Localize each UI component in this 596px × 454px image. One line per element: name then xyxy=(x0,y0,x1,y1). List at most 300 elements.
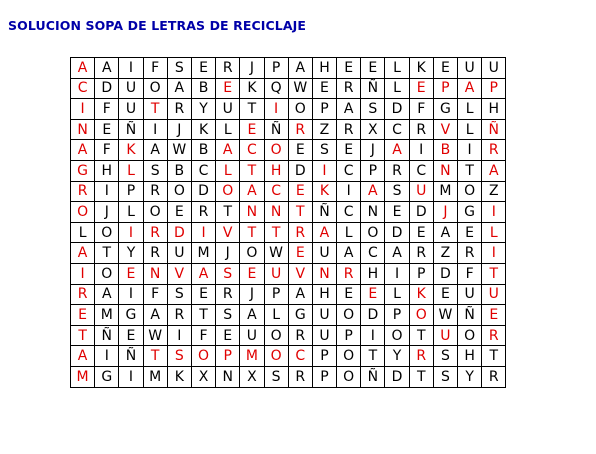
grid-cell: I xyxy=(191,222,215,243)
grid-cell: Ñ xyxy=(264,119,288,140)
grid-cell: I xyxy=(264,99,288,120)
grid-cell: O xyxy=(385,325,409,346)
grid-cell: A xyxy=(95,58,119,79)
grid-row xyxy=(71,366,506,387)
grid-cell: A xyxy=(240,305,264,326)
grid-cell: E xyxy=(167,202,191,223)
grid-row xyxy=(71,140,506,161)
grid-cell: P xyxy=(216,346,240,367)
grid-cell: O xyxy=(264,140,288,161)
grid-cell: T xyxy=(216,202,240,223)
grid-cell: A xyxy=(361,181,385,202)
grid-cell: I xyxy=(337,181,361,202)
grid-cell: E xyxy=(337,140,361,161)
grid-cell: L xyxy=(119,202,143,223)
grid-cell: B xyxy=(191,140,215,161)
grid-cell: T xyxy=(95,243,119,264)
grid-cell: D xyxy=(409,202,433,223)
grid-cell: S xyxy=(167,284,191,305)
grid-cell: E xyxy=(482,305,506,326)
grid-cell: P xyxy=(337,325,361,346)
grid-cell: X xyxy=(361,119,385,140)
grid-cell: P xyxy=(264,284,288,305)
grid-cell: R xyxy=(458,243,482,264)
grid-cell: Ñ xyxy=(312,202,336,223)
grid-cell: V xyxy=(288,263,312,284)
grid-cell: E xyxy=(361,58,385,79)
grid-cell: E xyxy=(361,284,385,305)
grid-cell: C xyxy=(385,119,409,140)
grid-cell: R xyxy=(409,119,433,140)
grid-cell: P xyxy=(385,305,409,326)
grid-cell: L xyxy=(385,284,409,305)
grid-cell: A xyxy=(385,243,409,264)
grid-cell: L xyxy=(216,160,240,181)
grid-cell: R xyxy=(71,181,95,202)
grid-cell: O xyxy=(458,181,482,202)
word-search-grid xyxy=(70,57,506,388)
grid-cell: O xyxy=(143,78,167,99)
grid-cell: E xyxy=(119,325,143,346)
grid-cell: R xyxy=(143,181,167,202)
grid-cell: H xyxy=(482,99,506,120)
grid-cell: A xyxy=(337,243,361,264)
page-title: SOLUCION SOPA DE LETRAS DE RECICLAJE xyxy=(8,18,307,33)
grid-row xyxy=(71,119,506,140)
grid-cell: I xyxy=(482,243,506,264)
grid-cell: N xyxy=(312,263,336,284)
grid-cell: T xyxy=(458,160,482,181)
grid-cell: I xyxy=(95,181,119,202)
grid-cell: T xyxy=(409,325,433,346)
grid-cell: A xyxy=(71,58,95,79)
grid-cell: I xyxy=(312,160,336,181)
grid-cell: I xyxy=(119,366,143,387)
grid-cell: C xyxy=(337,160,361,181)
grid-cell: L xyxy=(216,119,240,140)
grid-cell: I xyxy=(119,58,143,79)
grid-cell: E xyxy=(216,78,240,99)
grid-cell: K xyxy=(167,366,191,387)
grid-cell: H xyxy=(95,160,119,181)
grid-cell: J xyxy=(240,284,264,305)
grid-cell: U xyxy=(240,325,264,346)
grid-cell: I xyxy=(119,284,143,305)
grid-cell: V xyxy=(167,263,191,284)
grid-cell: C xyxy=(409,160,433,181)
grid-cell: D xyxy=(95,78,119,99)
grid-cell: O xyxy=(240,243,264,264)
grid-cell: N xyxy=(240,202,264,223)
grid-cell: T xyxy=(240,99,264,120)
grid-row xyxy=(71,243,506,264)
grid-cell: S xyxy=(167,346,191,367)
grid-cell: P xyxy=(312,346,336,367)
grid-cell: A xyxy=(288,284,312,305)
grid-cell: T xyxy=(482,346,506,367)
grid-cell: O xyxy=(95,222,119,243)
grid-cell: R xyxy=(288,119,312,140)
grid-cell: R xyxy=(216,284,240,305)
grid-cell: N xyxy=(143,263,167,284)
grid-cell: A xyxy=(167,78,191,99)
grid-cell: O xyxy=(337,366,361,387)
grid-cell: P xyxy=(264,58,288,79)
grid-cell: P xyxy=(409,263,433,284)
grid-cell: I xyxy=(143,119,167,140)
grid-cell: R xyxy=(71,284,95,305)
grid-row xyxy=(71,202,506,223)
grid-cell: T xyxy=(482,263,506,284)
grid-cell: L xyxy=(458,119,482,140)
grid-cell: G xyxy=(119,305,143,326)
grid-cell: I xyxy=(119,222,143,243)
grid-cell: G xyxy=(458,202,482,223)
grid-cell: R xyxy=(288,325,312,346)
grid-cell: U xyxy=(312,325,336,346)
grid-cell: R xyxy=(337,263,361,284)
grid-cell: E xyxy=(433,284,457,305)
grid-cell: A xyxy=(288,58,312,79)
grid-cell: C xyxy=(71,78,95,99)
grid-cell: Ñ xyxy=(361,78,385,99)
grid-cell: E xyxy=(385,202,409,223)
grid-cell: R xyxy=(216,58,240,79)
grid-cell: M xyxy=(191,243,215,264)
grid-cell: H xyxy=(458,346,482,367)
grid-cell: H xyxy=(264,160,288,181)
grid-cell: E xyxy=(240,263,264,284)
grid-cell: O xyxy=(458,325,482,346)
grid-cell: F xyxy=(95,99,119,120)
grid-cell: H xyxy=(361,263,385,284)
grid-cell: F xyxy=(191,325,215,346)
grid-cell: D xyxy=(385,222,409,243)
grid-row xyxy=(71,58,506,79)
grid-cell: C xyxy=(288,346,312,367)
grid-cell: I xyxy=(482,202,506,223)
grid-cell: I xyxy=(167,325,191,346)
grid-cell: L xyxy=(264,305,288,326)
grid-cell: U xyxy=(167,243,191,264)
grid-cell: U xyxy=(433,325,457,346)
grid-cell: Z xyxy=(433,243,457,264)
grid-cell: F xyxy=(143,284,167,305)
grid-cell: O xyxy=(167,181,191,202)
grid-cell: S xyxy=(143,160,167,181)
grid-cell: D xyxy=(433,263,457,284)
grid-cell: M xyxy=(433,181,457,202)
grid-cell: W xyxy=(433,305,457,326)
grid-cell: E xyxy=(119,263,143,284)
grid-cell: G xyxy=(71,160,95,181)
grid-cell: E xyxy=(409,222,433,243)
grid-cell: M xyxy=(95,305,119,326)
grid-cell: U xyxy=(482,284,506,305)
grid-cell: U xyxy=(409,181,433,202)
grid-cell: O xyxy=(264,346,288,367)
grid-row xyxy=(71,346,506,367)
grid-cell: A xyxy=(71,243,95,264)
grid-cell: R xyxy=(191,202,215,223)
grid-cell: F xyxy=(95,140,119,161)
grid-row xyxy=(71,99,506,120)
grid-cell: E xyxy=(288,243,312,264)
grid-cell: Q xyxy=(264,78,288,99)
grid-cell: I xyxy=(71,263,95,284)
grid-cell: D xyxy=(361,305,385,326)
grid-cell: T xyxy=(191,305,215,326)
grid-cell: B xyxy=(433,140,457,161)
grid-cell: E xyxy=(458,222,482,243)
grid-cell: A xyxy=(71,140,95,161)
grid-cell: N xyxy=(433,160,457,181)
grid-cell: L xyxy=(337,222,361,243)
grid-cell: S xyxy=(312,140,336,161)
grid-cell: T xyxy=(288,202,312,223)
grid-cell: E xyxy=(95,119,119,140)
grid-cell: U xyxy=(264,263,288,284)
grid-cell: U xyxy=(482,58,506,79)
grid-cell: A xyxy=(216,140,240,161)
grid-cell: L xyxy=(458,99,482,120)
grid-cell: J xyxy=(240,58,264,79)
grid-cell: J xyxy=(167,119,191,140)
grid-cell: R xyxy=(385,160,409,181)
grid-cell: E xyxy=(216,325,240,346)
grid-cell: N xyxy=(71,119,95,140)
grid-cell: R xyxy=(409,346,433,367)
grid-cell: E xyxy=(240,119,264,140)
grid-cell: X xyxy=(240,366,264,387)
grid-cell: J xyxy=(95,202,119,223)
grid-cell: G xyxy=(95,366,119,387)
grid-cell: Ñ xyxy=(482,119,506,140)
grid-cell: J xyxy=(361,140,385,161)
grid-cell: C xyxy=(264,181,288,202)
grid-cell: F xyxy=(458,263,482,284)
grid-cell: L xyxy=(71,222,95,243)
grid-cell: Y xyxy=(385,346,409,367)
grid-cell: D xyxy=(191,181,215,202)
grid-cell: P xyxy=(482,78,506,99)
grid-cell: E xyxy=(288,140,312,161)
grid-cell: X xyxy=(191,366,215,387)
grid-cell: O xyxy=(216,181,240,202)
grid-cell: W xyxy=(167,140,191,161)
grid-cell: U xyxy=(458,284,482,305)
grid-cell: A xyxy=(482,160,506,181)
grid-cell: S xyxy=(385,181,409,202)
grid-cell: E xyxy=(337,284,361,305)
grid-cell: A xyxy=(143,140,167,161)
grid-cell: H xyxy=(312,284,336,305)
grid-cell: C xyxy=(191,160,215,181)
grid-cell: O xyxy=(337,305,361,326)
grid-cell: A xyxy=(458,78,482,99)
grid-cell: U xyxy=(216,99,240,120)
grid-cell: I xyxy=(361,325,385,346)
grid-row xyxy=(71,263,506,284)
grid-cell: L xyxy=(385,78,409,99)
grid-cell: R xyxy=(482,140,506,161)
grid-cell: K xyxy=(409,58,433,79)
grid-cell: T xyxy=(143,99,167,120)
grid-cell: E xyxy=(191,58,215,79)
grid-cell: Y xyxy=(458,366,482,387)
grid-cell: I xyxy=(71,99,95,120)
grid-cell: S xyxy=(167,58,191,79)
grid-cell: R xyxy=(288,366,312,387)
grid-cell: O xyxy=(288,99,312,120)
grid-cell: A xyxy=(433,222,457,243)
grid-cell: Y xyxy=(119,243,143,264)
grid-cell: R xyxy=(482,325,506,346)
grid-cell: O xyxy=(409,305,433,326)
grid-row xyxy=(71,78,506,99)
grid-cell: A xyxy=(337,99,361,120)
grid-cell: S xyxy=(216,305,240,326)
grid-cell: S xyxy=(216,263,240,284)
grid-cell: U xyxy=(458,58,482,79)
grid-row xyxy=(71,222,506,243)
grid-cell: E xyxy=(433,58,457,79)
grid-cell: J xyxy=(433,202,457,223)
grid-cell: E xyxy=(409,78,433,99)
grid-cell: V xyxy=(433,119,457,140)
grid-cell: O xyxy=(361,222,385,243)
grid-cell: D xyxy=(385,366,409,387)
grid-cell: N xyxy=(361,202,385,223)
grid-cell: T xyxy=(361,346,385,367)
grid-cell: F xyxy=(143,58,167,79)
grid-cell: S xyxy=(361,99,385,120)
grid-cell: L xyxy=(482,222,506,243)
grid-cell: W xyxy=(288,78,312,99)
grid-cell: O xyxy=(264,325,288,346)
grid-cell: I xyxy=(409,140,433,161)
grid-cell: R xyxy=(337,78,361,99)
grid-cell: R xyxy=(167,99,191,120)
grid-cell: B xyxy=(191,78,215,99)
grid-cell: E xyxy=(288,181,312,202)
grid-cell: O xyxy=(191,346,215,367)
grid-cell: U xyxy=(119,99,143,120)
grid-cell: L xyxy=(385,58,409,79)
grid-cell: D xyxy=(167,222,191,243)
grid-cell: E xyxy=(337,58,361,79)
grid-cell: Ñ xyxy=(95,325,119,346)
grid-cell: E xyxy=(191,284,215,305)
grid-cell: G xyxy=(288,305,312,326)
grid-cell: M xyxy=(71,366,95,387)
grid-cell: A xyxy=(95,284,119,305)
grid-cell: J xyxy=(216,243,240,264)
grid-cell: B xyxy=(167,160,191,181)
grid-cell: L xyxy=(119,160,143,181)
grid-cell: R xyxy=(482,366,506,387)
grid-cell: I xyxy=(385,263,409,284)
grid-cell: H xyxy=(312,58,336,79)
grid-cell: A xyxy=(143,305,167,326)
grid-cell: R xyxy=(143,222,167,243)
grid-cell: A xyxy=(312,222,336,243)
grid-cell: P xyxy=(119,181,143,202)
grid-cell: R xyxy=(288,222,312,243)
grid-cell: T xyxy=(143,346,167,367)
grid-cell: K xyxy=(312,181,336,202)
grid-cell: D xyxy=(385,99,409,120)
grid-cell: T xyxy=(240,222,264,243)
grid-cell: K xyxy=(409,284,433,305)
grid-cell: T xyxy=(71,325,95,346)
grid-cell: R xyxy=(337,119,361,140)
grid-cell: Ñ xyxy=(119,119,143,140)
grid-cell: P xyxy=(312,366,336,387)
grid-cell: Z xyxy=(482,181,506,202)
grid-cell: I xyxy=(458,140,482,161)
grid-cell: G xyxy=(433,99,457,120)
grid-cell: A xyxy=(240,181,264,202)
grid-cell: N xyxy=(216,366,240,387)
grid-cell: E xyxy=(312,78,336,99)
grid-cell: W xyxy=(264,243,288,264)
grid-cell: W xyxy=(143,325,167,346)
grid-cell: K xyxy=(191,119,215,140)
grid-cell: P xyxy=(433,78,457,99)
grid-cell: C xyxy=(337,202,361,223)
grid-cell: T xyxy=(240,160,264,181)
grid-cell: O xyxy=(337,346,361,367)
grid-cell: V xyxy=(216,222,240,243)
grid-cell: Ñ xyxy=(119,346,143,367)
grid-cell: I xyxy=(95,346,119,367)
grid-row xyxy=(71,305,506,326)
grid-cell: A xyxy=(71,346,95,367)
grid-cell: K xyxy=(240,78,264,99)
grid-cell: O xyxy=(95,263,119,284)
grid-cell: C xyxy=(240,140,264,161)
grid-cell: M xyxy=(143,366,167,387)
grid-cell: E xyxy=(71,305,95,326)
grid-cell: P xyxy=(312,99,336,120)
grid-cell: R xyxy=(143,243,167,264)
grid-cell: A xyxy=(385,140,409,161)
grid-row xyxy=(71,160,506,181)
grid-cell: A xyxy=(191,263,215,284)
grid-cell: D xyxy=(288,160,312,181)
grid-cell: K xyxy=(119,140,143,161)
grid-cell: R xyxy=(167,305,191,326)
grid-cell: Ñ xyxy=(458,305,482,326)
grid-row xyxy=(71,284,506,305)
grid-cell: T xyxy=(409,366,433,387)
grid-cell: Ñ xyxy=(361,366,385,387)
grid-cell: M xyxy=(240,346,264,367)
grid-cell: S xyxy=(264,366,288,387)
grid-cell: P xyxy=(361,160,385,181)
grid-cell: F xyxy=(409,99,433,120)
grid-cell: O xyxy=(143,202,167,223)
grid-cell: S xyxy=(433,346,457,367)
grid-cell: O xyxy=(71,202,95,223)
grid-cell: U xyxy=(312,243,336,264)
grid-row xyxy=(71,325,506,346)
grid-cell: Z xyxy=(312,119,336,140)
grid-cell: T xyxy=(264,222,288,243)
grid-row xyxy=(71,181,506,202)
grid-cell: Y xyxy=(191,99,215,120)
